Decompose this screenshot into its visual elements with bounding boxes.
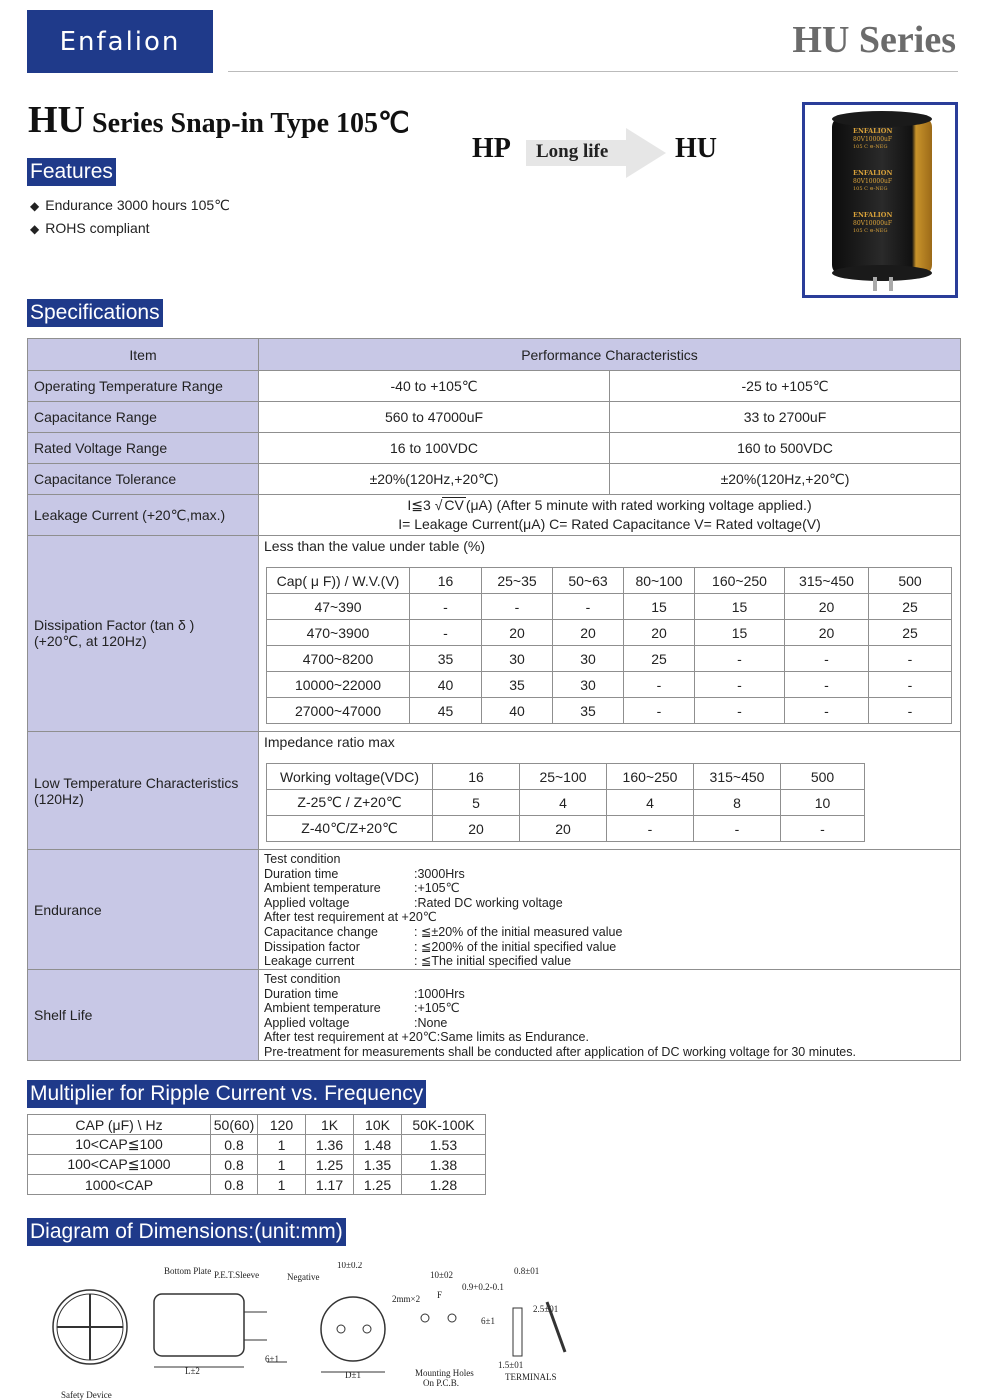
row-value-left: -40 to +105℃	[259, 371, 610, 402]
page-title	[28, 98, 409, 142]
low-temp-note: Impedance ratio max	[264, 734, 395, 750]
table-row	[28, 371, 961, 402]
product-brand-text-1: ENFALION	[853, 127, 893, 135]
capacitor-image	[805, 105, 955, 295]
row-label: Capacitance Range	[28, 402, 259, 433]
row-label: Operating Temperature Range	[28, 371, 259, 402]
ripple-heading: Multiplier for Ripple Current vs. Frequency	[27, 1080, 426, 1108]
row-value-right: -25 to +105℃	[610, 371, 961, 402]
label-bottom-plate: Bottom Plate	[164, 1266, 212, 1276]
table-row: 27000~47000 45 40 35 - - - -	[267, 698, 952, 724]
label-pet-sleeve: P.E.T.Sleeve	[214, 1270, 260, 1280]
list-item: Ambient temperature :+105℃	[264, 1001, 460, 1016]
table-row-endurance	[28, 850, 961, 970]
row-value-right: 33 to 2700uF	[610, 402, 961, 433]
list-item: Test condition	[264, 852, 341, 866]
features-list	[30, 194, 230, 240]
product-rating-text-3: 80V10000uF	[853, 220, 893, 227]
row-value-left: 16 to 100VDC	[259, 433, 610, 464]
label-six-two: 6±1	[481, 1316, 495, 1326]
row-label: Shelf Life	[28, 970, 259, 1061]
list-item: Applied voltage :None	[264, 1015, 448, 1030]
product-rating-text-2: 80V10000uF	[853, 178, 893, 185]
table-row: 47~390 - - - 15 15 20 25	[267, 594, 952, 620]
list-item: ◆ Endurance 3000 hours 105℃	[30, 197, 230, 213]
label-diameter: D±1	[345, 1370, 361, 1380]
list-item: ◆ ROHS compliant	[30, 220, 150, 236]
shelf-life-cell	[259, 970, 961, 1061]
dissipation-note: Less than the value under table (%)	[264, 538, 486, 554]
label-length: L±2	[185, 1366, 200, 1376]
table-row-low-temp	[28, 732, 961, 850]
sqrt-cv: CV	[444, 497, 464, 513]
list-item: Dissipation factor : ≦200% of the initial specified value	[264, 939, 617, 954]
label-zero-eight: 0.8±01	[514, 1266, 540, 1276]
label-negative: Negative	[287, 1272, 320, 1282]
label-lead-six: 6±1	[265, 1354, 279, 1364]
mounting-holes-icon	[421, 1314, 456, 1322]
label-terminals: TERMINALS	[505, 1372, 557, 1382]
product-brand-text-3: ENFALION	[853, 211, 893, 219]
leakage-legend: I= Leakage Current(μA) C= Rated Capacitance V= Rated voltage(V)	[398, 516, 821, 532]
list-item: Leakage current : ≦The initial specified value	[264, 954, 572, 969]
row-value-left: ±20%(120Hz,+20℃)	[259, 464, 610, 495]
table-row: Working voltage(VDC) 16 25~100 160~250 315~450 500	[267, 764, 865, 790]
title-rest: Series Snap-in Type 105℃	[85, 108, 410, 139]
table-row: 10000~22000 40 35 30 - - - -	[267, 672, 952, 698]
row-label: Capacitance Tolerance	[28, 464, 259, 495]
label-f: F	[437, 1290, 443, 1300]
diamond-bullet-icon: ◆	[30, 222, 40, 236]
dissipation-cell	[259, 536, 961, 732]
label-mounting-2: On P.C.B.	[423, 1378, 460, 1388]
list-item: Capacitance change : ≦±20% of the initial measured value	[264, 924, 623, 939]
table-header-row: CAP (μF) \ Hz 50(60) 120 1K 10K 50K-100K	[28, 1115, 486, 1135]
leakage-formula: I≦3 √ CV (μA) (After 5 minute with rated working voltage applied.)	[407, 497, 812, 513]
title-big: HU	[28, 99, 85, 141]
evolution-to: HU	[675, 133, 717, 164]
label-mounting-1: Mounting Holes	[415, 1368, 474, 1378]
shelf-life-details	[259, 972, 960, 1060]
row-value-right: 160 to 500VDC	[610, 433, 961, 464]
row-value-left: 560 to 47000uF	[259, 402, 610, 433]
table-row: 4700~8200 35 30 30 25 - - -	[267, 646, 952, 672]
dissipation-table	[266, 567, 952, 724]
label-safety-device: Safety Device	[61, 1390, 112, 1400]
table-row-leakage	[28, 495, 961, 536]
table-row	[28, 433, 961, 464]
specifications-heading: Specifications	[27, 299, 163, 327]
leakage-value	[259, 495, 961, 536]
label-ten-two: 10±02	[430, 1270, 453, 1280]
list-item: Applied voltage :Rated DC working voltage	[264, 895, 563, 910]
header-divider	[228, 71, 958, 72]
table-row-dissipation	[28, 536, 961, 732]
table-row	[28, 402, 961, 433]
specifications-table	[27, 338, 961, 1061]
top-view-icon	[321, 1297, 385, 1372]
list-item: Ambient temperature :+105℃	[264, 881, 460, 896]
low-temp-table	[266, 763, 865, 842]
label-two-mm: 2mm×2	[392, 1294, 421, 1304]
header-performance: Performance Characteristics	[259, 339, 961, 371]
features-heading: Features	[27, 158, 116, 186]
brand-logo: Enfalion	[27, 10, 213, 73]
list-item: After test requirement at +20℃:Same limits as Endurance.	[264, 1030, 589, 1045]
table-row: 1000<CAP 0.8 1 1.17 1.25 1.28	[28, 1175, 486, 1195]
product-temp-text-3: 105 C ⊖-NEG	[853, 228, 888, 234]
product-temp-text-1: 105 C ⊖-NEG	[853, 144, 888, 150]
label-tolerance: 0.9+0.2-0.1	[462, 1282, 504, 1292]
label-two-five: 2.5±01	[533, 1304, 559, 1314]
series-title: HU Series	[792, 19, 956, 61]
low-temp-cell	[259, 732, 961, 850]
diamond-bullet-icon: ◆	[30, 199, 40, 213]
table-row: Cap( μ F)) / W.V.(V) 16 25~35 50~63 80~100 160~250 315~450 500	[267, 568, 952, 594]
product-brand-text-2: ENFALION	[853, 169, 893, 177]
product-rating-text-1: 80V10000uF	[853, 136, 893, 143]
table-row: Z-25℃ / Z+20℃ 5 4 4 8 10	[267, 790, 865, 816]
evolution-label: Long life	[536, 141, 609, 162]
endurance-cell	[259, 850, 961, 970]
endurance-details	[259, 852, 960, 969]
table-row: Z-40℃/Z+20℃ 20 20 - - -	[267, 816, 865, 842]
row-label: Leakage Current (+20℃,max.)	[28, 495, 259, 536]
row-label: Low Temperature Characteristics (120Hz)	[28, 732, 259, 850]
series-evolution	[470, 128, 730, 178]
list-item: Duration time :3000Hrs	[264, 866, 465, 881]
header-item: Item	[28, 339, 259, 371]
dimensions-diagram	[27, 1262, 627, 1400]
table-row: 470~3900 - 20 20 20 15 20 25	[267, 620, 952, 646]
evolution-from: HP	[472, 133, 511, 164]
list-item: Pre-treatment for measurements shall be conducted after application of DC working voltage for 30 minutes.	[264, 1044, 856, 1059]
list-item: Test condition	[264, 972, 341, 986]
row-label: Rated Voltage Range	[28, 433, 259, 464]
product-temp-text-2: 105 C ⊖-NEG	[853, 186, 888, 192]
label-one-five: 1.5±01	[498, 1360, 524, 1370]
row-label: Dissipation Factor (tan δ ) (+20℃, at 120Hz)	[28, 536, 259, 732]
table-row-shelf-life	[28, 970, 961, 1061]
row-value-right: ±20%(120Hz,+20℃)	[610, 464, 961, 495]
list-item: After test requirement at +20℃	[264, 910, 437, 925]
table-row	[28, 464, 961, 495]
table-header-row	[28, 339, 961, 371]
table-row: 100<CAP≦1000 0.8 1 1.25 1.35 1.38	[28, 1155, 486, 1175]
list-item: Duration time :1000Hrs	[264, 986, 465, 1001]
ripple-table	[27, 1114, 486, 1195]
row-label: Endurance	[28, 850, 259, 970]
product-photo	[802, 102, 958, 298]
table-row: 10<CAP≦100 0.8 1 1.36 1.48 1.53	[28, 1135, 486, 1155]
label-ten: 10±0.2	[337, 1262, 363, 1270]
dimensions-heading: Diagram of Dimensions:(unit:mm)	[27, 1218, 346, 1246]
bottom-view-icon	[53, 1290, 127, 1364]
